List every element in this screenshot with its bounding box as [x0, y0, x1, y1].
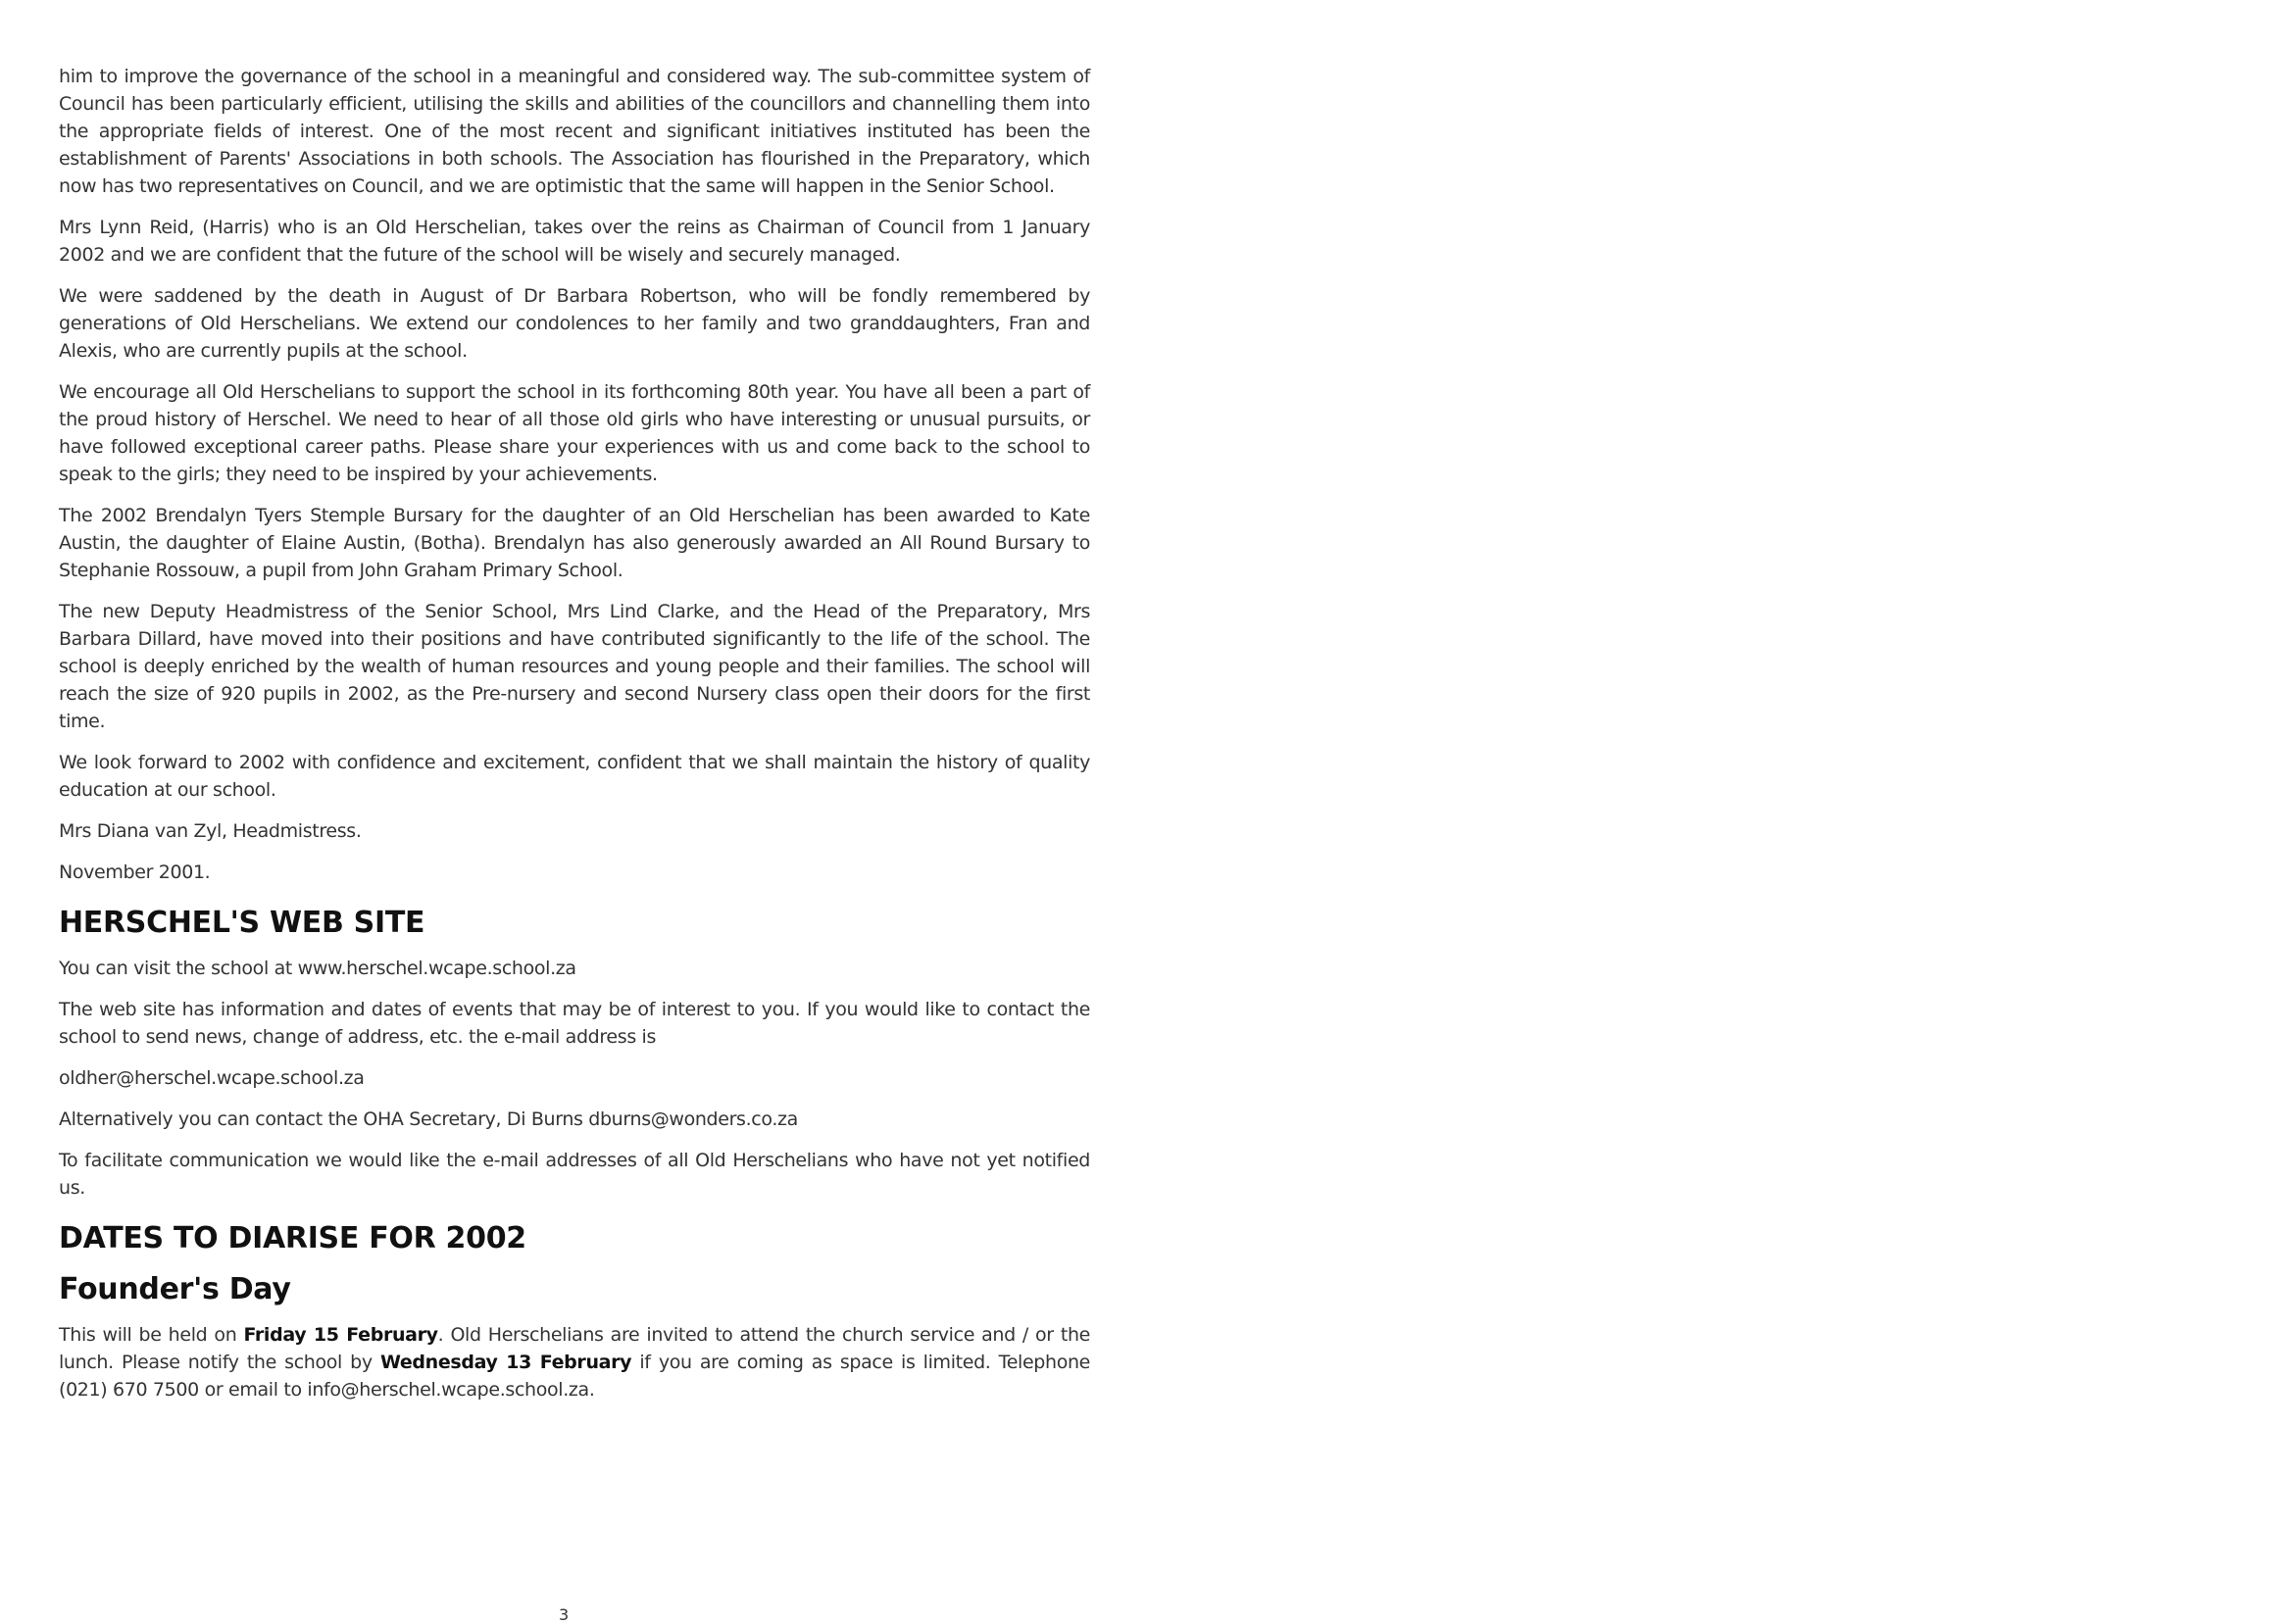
- web-email-address: oldher@herschel.wcape.school.za: [59, 1067, 365, 1089]
- paragraph-governance: him to improve the governance of the school in a meaningful and considered way. The sub-committee system of Council has been particularly efficient, utilising the skills and abilities of the councillors and channelling them into the appropriate fields of interest. One of the most recent and significant initiatives instituted has been the establishment of Parents' Associations in both schools. The Association has flourished in the Preparatory, which now has two representatives on Council, and we are optimistic that the same will happen in the Senior School.: [59, 66, 1090, 197]
- web-site-heading: HERSCHEL'S WEB SITE: [59, 906, 425, 940]
- paragraph-look-forward: We look forward to 2002 with confidence and excitement, confident that we shall maintain the history of quality education at our school.: [59, 752, 1090, 801]
- founders-day-text: [59, 1321, 1090, 1403]
- paragraph-bursary: The 2002 Brendalyn Tyers Stemple Bursary for the daughter of an Old Herschelian has been awarded to Kate Austin, the daughter of Elaine Austin, (Botha). Brendalyn has also generously awarded an All Round Bursary to Stephanie Rossouw, a pupil from John Graham Primary School.: [59, 505, 1090, 581]
- signature: Mrs Diana van Zyl, Headmistress.: [59, 820, 362, 842]
- founders-text-1: This will be held on: [59, 1324, 244, 1346]
- dates-heading: DATES TO DIARISE FOR 2002: [59, 1221, 526, 1255]
- web-alternative-contact: Alternatively you can contact the OHA Secretary, Di Burns dburns@wonders.co.za: [59, 1108, 798, 1130]
- paragraph-chairman: Mrs Lynn Reid, (Harris) who is an Old Herschelian, takes over the reins as Chairman of Council from 1 January 2002 and we are confident that the future of the school will be wisely and securely managed.: [59, 217, 1090, 266]
- paragraph-condolences: We were saddened by the death in August of Dr Barbara Robertson, who will be fondly remembered by generations of Old Herschelians. We extend our condolences to her family and two granddaughters, Fran and Alexis, who are currently pupils at the school.: [59, 285, 1090, 362]
- paragraph-staff: The new Deputy Headmistress of the Senior School, Mrs Lind Clarke, and the Head of the Preparatory, Mrs Barbara Dillard, have moved into their positions and have contributed significantly to the life of the school. The school is deeply enriched by the wealth of human resources and young people and their families. The school will reach the size of 920 pupils in 2002, as the Pre-nursery and second Nursery class open their doors for the first time.: [59, 601, 1090, 732]
- paragraph-80th-year: We encourage all Old Herschelians to support the school in its forthcoming 80th year. You have all been a part of the proud history of Herschel. We need to hear of all those old girls who have interesting or unusual pursuits, or have followed exceptional career paths. Please share your experiences with us and come back to the school to speak to the girls; they need to be inspired by your achievements.: [59, 381, 1090, 485]
- web-info-text: The web site has information and dates of events that may be of interest to you. If you would like to contact the school to send news, change of address, etc. the e-mail address is: [59, 999, 1090, 1048]
- newsletter-page: [59, 63, 1090, 1417]
- web-facilitate-text: To facilitate communication we would like the e-mail addresses of all Old Herschelians who have not yet notified us.: [59, 1150, 1090, 1199]
- web-visit-text: You can visit the school at www.herschel.wcape.school.za: [59, 958, 576, 979]
- page-number: 3: [559, 1605, 570, 1624]
- founders-text-3: if you are coming as space is limited. Telephone (021) 670 7500 or email to info@herschel.wcape.school.za.: [59, 1352, 1091, 1401]
- founders-text-2: . Old Herschelians are invited to attend the church service and / or the lunch. Please notify the school by: [59, 1324, 1090, 1373]
- founders-date-1: Friday 15 February: [243, 1324, 438, 1346]
- founders-date-2: Wednesday 13 February: [379, 1352, 632, 1373]
- founders-day-heading: Founder's Day: [59, 1272, 291, 1306]
- date-line: November 2001.: [59, 861, 211, 883]
